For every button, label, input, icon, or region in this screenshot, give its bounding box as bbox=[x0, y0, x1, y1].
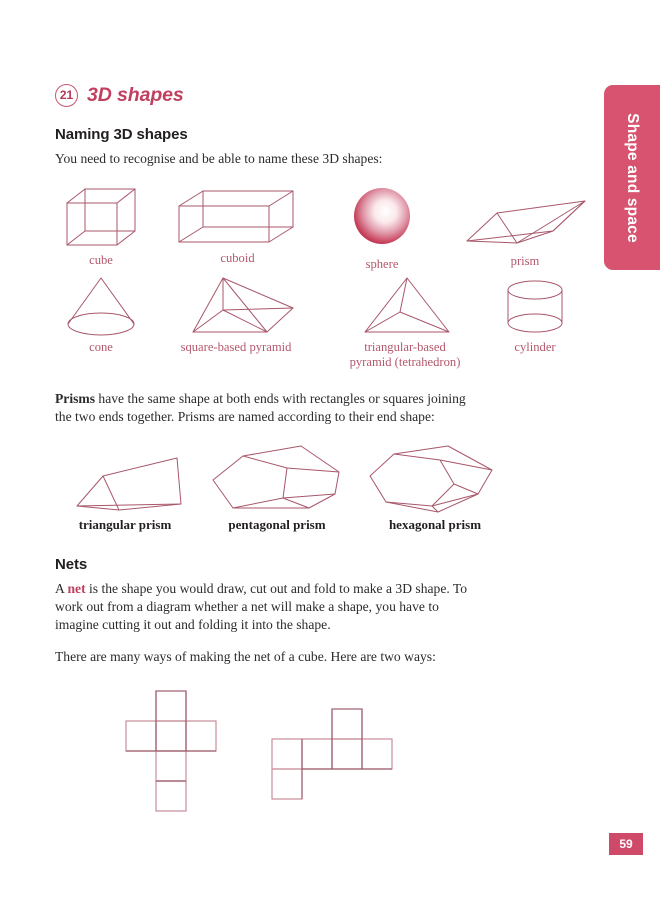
shape-cube bbox=[55, 185, 147, 268]
triangular-prism-diagram bbox=[65, 452, 185, 514]
shape-sphere bbox=[327, 185, 437, 272]
prisms-paragraph bbox=[55, 390, 483, 426]
tetrahedron-diagram bbox=[355, 276, 455, 338]
cube-net-tee-diagram bbox=[270, 707, 396, 803]
shape-prism bbox=[455, 197, 595, 269]
square-based-pyramid-diagram bbox=[175, 276, 297, 338]
cylinder-diagram bbox=[503, 278, 567, 336]
net-tee bbox=[270, 707, 396, 803]
shape-label: triangular prism bbox=[78, 517, 172, 533]
section-side-tab bbox=[604, 85, 660, 270]
shape-label: sphere bbox=[365, 257, 399, 272]
side-tab-label: Shape and space bbox=[624, 112, 641, 243]
hexagonal-prism-diagram bbox=[366, 444, 504, 514]
sphere-diagram bbox=[351, 185, 413, 251]
shape-hexagonal-prism bbox=[355, 444, 515, 533]
shape-cone bbox=[55, 276, 147, 355]
naming-heading: Naming 3D shapes bbox=[55, 126, 188, 143]
shape-label: cube bbox=[89, 253, 113, 268]
cube-diagram bbox=[61, 185, 141, 251]
nets-para1-prefix: A bbox=[55, 581, 68, 597]
cuboid-diagram bbox=[175, 187, 300, 249]
nets-paragraph-1 bbox=[55, 580, 485, 634]
prism-diagram bbox=[461, 197, 589, 249]
shape-pentagonal-prism bbox=[197, 444, 357, 533]
cube-net-cross-diagram bbox=[123, 689, 219, 813]
net-gallery bbox=[55, 689, 560, 819]
shape-triangular-prism bbox=[55, 452, 195, 533]
nets-para1-rest: is the shape you would draw, cut out and fold to make a 3D shape. To work out from a diagram whether a net will make a shape, you have to imagine cutting it out and folding it into the shape. bbox=[55, 581, 468, 633]
shape-label: prism bbox=[510, 254, 540, 269]
shape-square-based-pyramid bbox=[141, 276, 331, 355]
shape-gallery-row-2 bbox=[55, 276, 560, 376]
page-number-badge bbox=[609, 833, 643, 855]
section-number-badge: 21 bbox=[55, 84, 78, 107]
page-number-value: 59 bbox=[619, 837, 633, 851]
shape-cuboid bbox=[165, 187, 310, 266]
net-cross bbox=[123, 689, 219, 813]
prisms-paragraph-text: have the same shape at both ends with rectangles or squares joining the two ends together. Prisms are named according to their end shape: bbox=[55, 391, 466, 425]
section-title: 3D shapes bbox=[87, 83, 184, 106]
net-keyword: net bbox=[67, 581, 86, 597]
shape-gallery-row-1 bbox=[55, 185, 560, 280]
shape-label: pentagonal prism bbox=[228, 517, 326, 533]
prism-gallery bbox=[55, 444, 560, 544]
shape-label: cone bbox=[89, 340, 113, 355]
shape-cylinder bbox=[480, 278, 590, 355]
prisms-lead-word: Prisms bbox=[55, 391, 96, 407]
cone-diagram bbox=[63, 276, 139, 338]
naming-intro: You need to recognise and be able to name these 3D shapes: bbox=[55, 151, 383, 166]
shape-label: cuboid bbox=[220, 251, 255, 266]
nets-paragraph-2: There are many ways of making the net of a cube. Here are two ways: bbox=[55, 649, 436, 665]
shape-label: hexagonal prism bbox=[388, 517, 482, 533]
pentagonal-prism-diagram bbox=[209, 444, 345, 514]
shape-triangular-based-pyramid bbox=[320, 276, 490, 370]
shape-label: square-based pyramid bbox=[180, 340, 292, 355]
shape-label: triangular-based bbox=[364, 340, 446, 355]
shape-label-line2: pyramid (tetrahedron) bbox=[349, 354, 461, 369]
section-heading bbox=[55, 82, 560, 108]
nets-heading: Nets bbox=[55, 556, 88, 574]
page-content bbox=[55, 82, 560, 819]
shape-label: cylinder bbox=[514, 340, 556, 355]
